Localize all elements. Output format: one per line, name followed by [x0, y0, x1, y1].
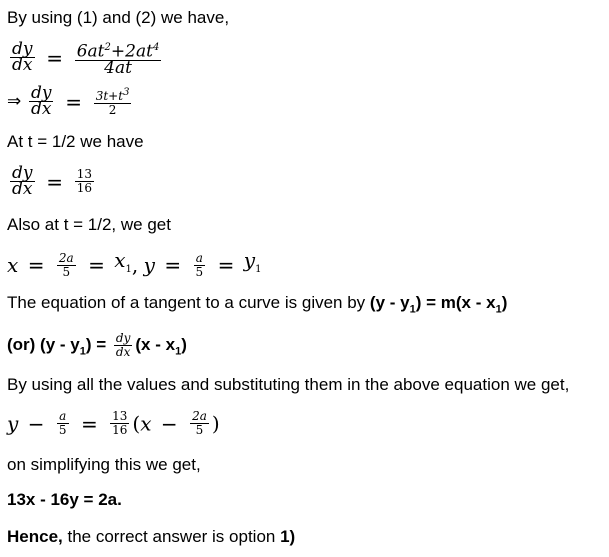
- dy-dx-fraction: $\frac{dy}{dx}$: [115, 331, 131, 359]
- final-equation: 13x - 16y = 2a.: [7, 490, 122, 509]
- tangent-substituted-equation: y − $\frac{a}{5}$ = $\frac{13}{16}$ (x − $\frac{2a}{5}$ ): [7, 409, 220, 437]
- dy-dx-fraction: $\frac{dy}{dx}$: [30, 83, 52, 119]
- fraction-2a-5: $\frac{2a}{5}$: [58, 250, 74, 279]
- fraction-2a-5: $\frac{2a}{5}$: [192, 409, 207, 437]
- substitution-line: By using all the values and substituting them in the above equation we get,: [7, 375, 570, 394]
- value-fraction-13-16: $\frac{13}{16}$: [76, 167, 93, 195]
- dy-dx-fraction: $\frac{dy}{dx}$: [12, 39, 33, 76]
- also-at-t-line: Also at t = 1/2, we get: [7, 215, 171, 234]
- intro-line: By using (1) and (2) we have,: [7, 8, 230, 27]
- at-t-line: At t = 1/2 we have: [7, 132, 144, 151]
- dy-dx-fraction: $\frac{dy}{dx}$: [12, 163, 33, 199]
- derivative-equation-1: $\frac{dy}{dx}$ = $\frac{6at^2+2at^4}{4at}$: [12, 39, 160, 78]
- point-coordinates: x = $\frac{2a}{5}$ = $x_1$, y = $\frac{a}{5}$ = $y_1$: [7, 248, 262, 279]
- tangent-equation-alt: (or) $(y - y_1)$ = $\frac{dy}{dx}$ $(x - x_1)$: [7, 331, 187, 359]
- answer-option: 1): [280, 527, 296, 546]
- derivative-value: $\frac{dy}{dx}$ = $\frac{13}{16}$: [12, 163, 93, 199]
- derivative-equation-2: ⇒ $\frac{dy}{dx}$ = $\frac{3t+t^3}{2}$: [7, 83, 130, 119]
- simplifying-line: on simplifying this we get,: [7, 455, 201, 474]
- expression-fraction-2: $\frac{3t+t^3}{2}$: [95, 87, 130, 117]
- implies-icon: ⇒: [7, 91, 22, 111]
- fraction-a-5: $\frac{a}{5}$: [195, 250, 204, 279]
- fraction-13-16: $\frac{13}{16}$: [112, 409, 128, 437]
- fraction-a-5: $\frac{a}{5}$: [58, 409, 67, 437]
- tangent-equation-line: The equation of a tangent to a curve is given by $(y - y_1) = m(x - x_1)$: [7, 293, 508, 316]
- expression-fraction-1: $\frac{6at^2+2at^4}{4at}$: [76, 41, 160, 78]
- answer-line: Hence, the correct answer is option 1): [7, 527, 296, 546]
